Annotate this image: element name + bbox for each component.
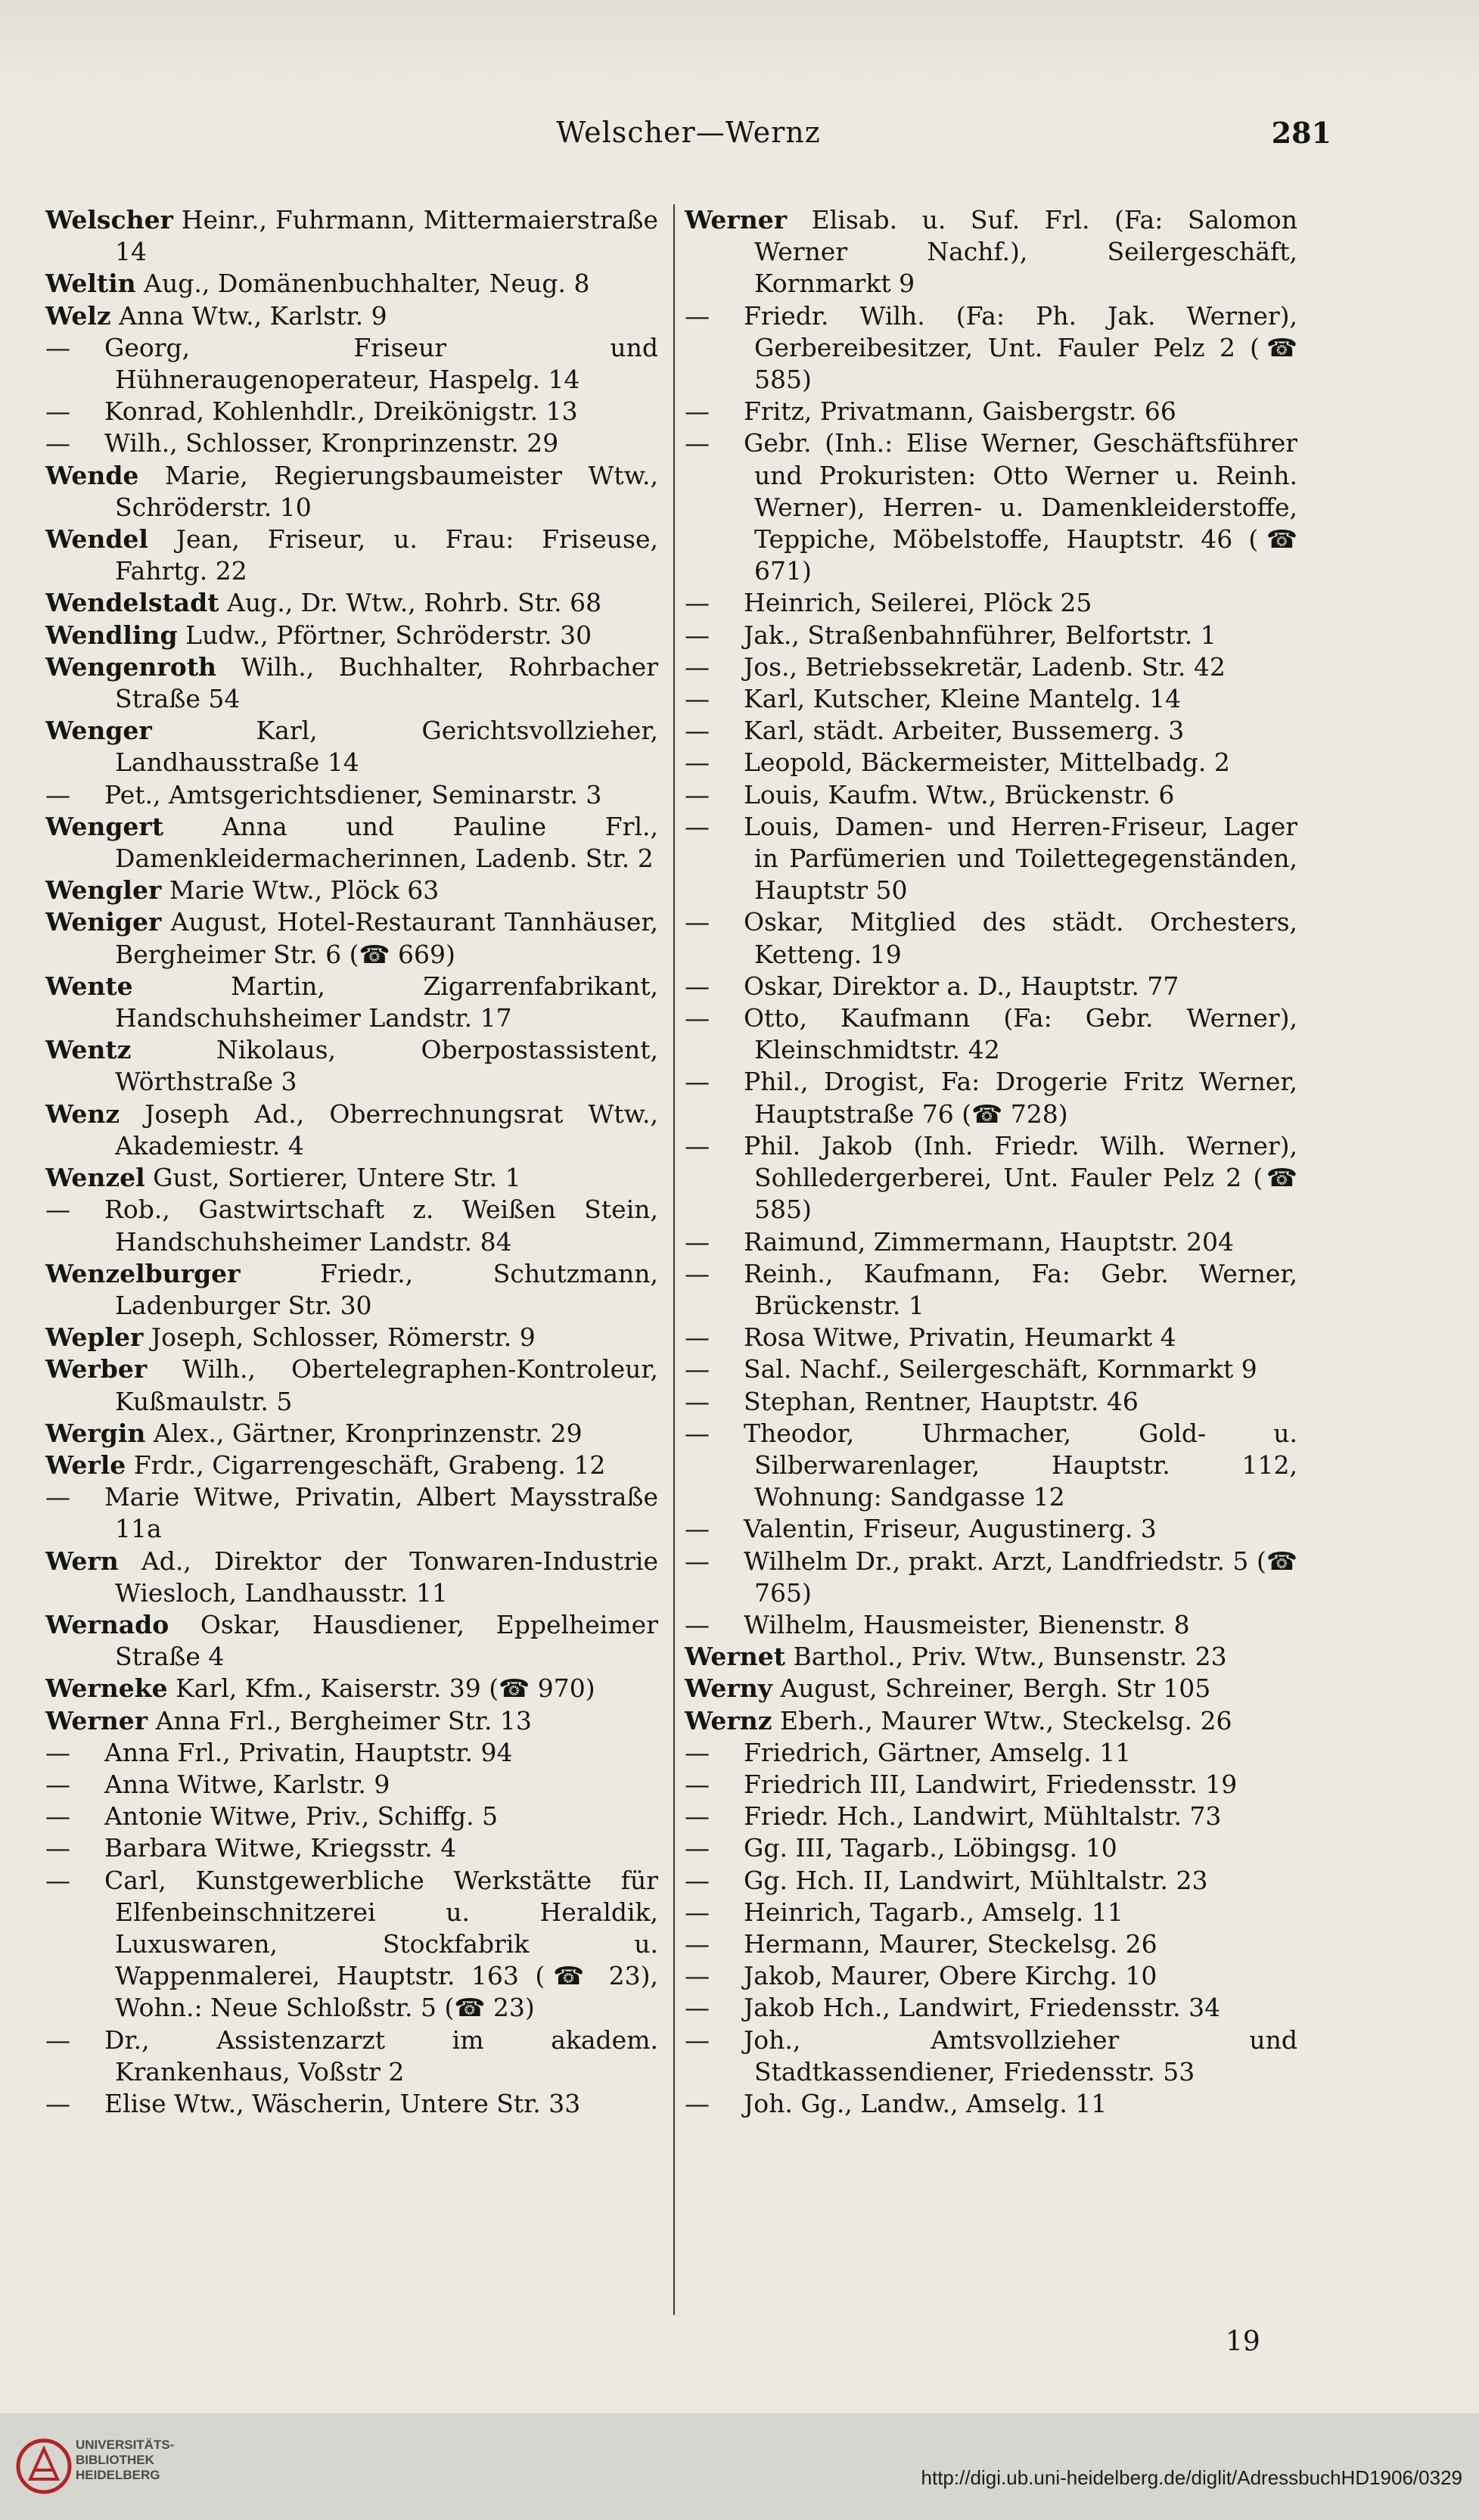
entry-text: Friedrich III, Landwirt, Friedensstr. 19 bbox=[744, 1769, 1238, 1799]
library-line: BIBLIOTHEK bbox=[76, 2453, 154, 2467]
entry-text: Joseph Ad., Oberrechnungsrat Wtw., Akademiestr. 4 bbox=[115, 1098, 658, 1161]
directory-entry bbox=[45, 1737, 658, 1769]
entry-text: Valentin, Friseur, Augustinerg. 3 bbox=[744, 1514, 1157, 1544]
entry-text: Rosa Witwe, Privatin, Heumarkt 4 bbox=[744, 1322, 1176, 1353]
entry-text: Ad., Direktor der Tonwaren-Industrie Wiesloch, Landhausstr. 11 bbox=[115, 1546, 658, 1608]
directory-entry bbox=[685, 1705, 1297, 1737]
directory-entry bbox=[45, 971, 658, 1034]
library-name bbox=[76, 2438, 174, 2483]
directory-entry bbox=[685, 651, 1297, 683]
repeat-dash: — bbox=[45, 1195, 70, 1225]
entry-surname: Wernz bbox=[685, 1705, 772, 1735]
directory-entry bbox=[45, 620, 658, 651]
entry-surname: Wende bbox=[45, 460, 139, 490]
directory-entry bbox=[45, 2088, 658, 2120]
repeat-dash: — bbox=[45, 1865, 70, 1895]
repeat-dash: — bbox=[685, 1322, 710, 1353]
directory-entry bbox=[45, 300, 658, 332]
directory-entry bbox=[685, 300, 1297, 396]
entry-text: Joh., Amtsvollzieher und Stadtkassendiener, Friedensstr. 53 bbox=[744, 2024, 1297, 2087]
repeat-dash: — bbox=[685, 651, 710, 682]
entry-text: Gebr. (Inh.: Elise Werner, Geschäftsführer und Prokuristen: Otto Werner u. Reinh. Werner), Herren- u. Damenkleiderstoffe, Teppiche, Möbelstoffe, Hauptstr. 46 (☎ 671) bbox=[744, 428, 1297, 586]
directory-entry bbox=[685, 1066, 1297, 1129]
directory-entry bbox=[45, 1194, 658, 1257]
repeat-dash: — bbox=[45, 1737, 70, 1767]
repeat-dash: — bbox=[685, 716, 710, 746]
directory-entry bbox=[685, 1992, 1297, 2024]
repeat-dash: — bbox=[685, 1354, 710, 1384]
right-column bbox=[685, 204, 1297, 2120]
directory-entry bbox=[45, 1162, 658, 1194]
entry-surname: Werny bbox=[685, 1673, 772, 1704]
entry-surname: Wenz bbox=[45, 1098, 120, 1129]
entry-surname: Wepler bbox=[45, 1322, 144, 1353]
repeat-dash: — bbox=[685, 1769, 710, 1799]
entry-text: Rob., Gastwirtschaft z. Weißen Stein, Handschuhsheimer Landstr. 84 bbox=[104, 1195, 658, 1257]
directory-entry bbox=[45, 396, 658, 427]
page-header bbox=[45, 110, 1331, 155]
repeat-dash: — bbox=[685, 1833, 710, 1863]
entry-text: Frdr., Cigarrengeschäft, Grabeng. 12 bbox=[126, 1450, 606, 1480]
entry-text: Anna Frl., Privatin, Hauptstr. 94 bbox=[104, 1737, 513, 1767]
entry-text: Phil. Jakob (Inh. Friedr. Wilh. Werner), Sohlledergerberei, Unt. Fauler Pelz 2 (☎ 585) bbox=[744, 1130, 1297, 1225]
directory-entry bbox=[45, 1258, 658, 1322]
entry-text: Friedr., Schutzmann, Ladenburger Str. 30 bbox=[115, 1258, 658, 1320]
entry-text: Otto, Kaufmann (Fa: Gebr. Werner), Kleinschmidtstr. 42 bbox=[744, 1003, 1297, 1065]
signature-mark: 19 bbox=[1226, 2326, 1260, 2357]
left-column bbox=[45, 204, 658, 2120]
entry-surname: Welscher bbox=[45, 205, 173, 235]
library-line: UNIVERSITÄTS- bbox=[76, 2438, 175, 2452]
entry-surname: Wenzel bbox=[45, 1163, 145, 1193]
entry-surname: Werneke bbox=[45, 1673, 168, 1704]
repeat-dash: — bbox=[685, 1897, 710, 1927]
entry-text: Heinrich, Seilerei, Plöck 25 bbox=[744, 588, 1092, 618]
entry-text: Sal. Nachf., Seilergeschäft, Kornmarkt 9 bbox=[744, 1354, 1257, 1384]
repeat-dash: — bbox=[685, 1514, 710, 1544]
entry-surname: Weltin bbox=[45, 269, 136, 299]
directory-entry bbox=[45, 332, 658, 396]
directory-entry bbox=[685, 683, 1297, 715]
entry-text: Wilhelm, Hausmeister, Bienenstr. 8 bbox=[744, 1609, 1190, 1639]
directory-entry bbox=[45, 204, 658, 268]
directory-entry bbox=[685, 747, 1297, 778]
entry-surname: Wenzelburger bbox=[45, 1258, 241, 1288]
directory-entry bbox=[685, 1386, 1297, 1418]
directory-entry bbox=[45, 1418, 658, 1450]
directory-entry bbox=[45, 460, 658, 524]
entry-text: Wilhelm Dr., prakt. Arzt, Landfriedstr. 5 (☎ 765) bbox=[744, 1546, 1297, 1608]
directory-entry bbox=[45, 1098, 658, 1162]
directory-entry bbox=[685, 1353, 1297, 1385]
entry-surname: Wendling bbox=[45, 620, 178, 650]
entry-text: Anna Frl., Bergheimer Str. 13 bbox=[148, 1705, 532, 1735]
entry-text: Louis, Kaufm. Wtw., Brückenstr. 6 bbox=[744, 779, 1175, 809]
directory-entry bbox=[685, 2088, 1297, 2120]
directory-entry bbox=[45, 1673, 658, 1704]
directory-entry bbox=[685, 1928, 1297, 1960]
entry-text: Elisab. u. Suf. Frl. (Fa: Salomon Werner Nachf.), Seilergeschäft, Kornmarkt 9 bbox=[754, 205, 1297, 299]
directory-entry bbox=[45, 1832, 658, 1864]
repeat-dash: — bbox=[45, 1482, 70, 1512]
directory-entry bbox=[685, 204, 1297, 300]
repeat-dash: — bbox=[685, 779, 710, 809]
directory-entry bbox=[45, 715, 658, 778]
repeat-dash: — bbox=[685, 1418, 710, 1448]
entry-text: Konrad, Kohlenhdlr., Dreikönigstr. 13 bbox=[104, 396, 578, 427]
entry-text: Fritz, Privatmann, Gaisbergstr. 66 bbox=[744, 396, 1176, 427]
entry-text: Marie Wtw., Plöck 63 bbox=[161, 875, 440, 906]
entry-text: Louis, Damen- und Herren-Friseur, Lager in Parfümerien und Toilettegegenständen, Hauptstr 50 bbox=[744, 811, 1297, 906]
entry-text: Stephan, Rentner, Hauptstr. 46 bbox=[744, 1386, 1139, 1416]
entry-surname: Werle bbox=[45, 1450, 126, 1480]
repeat-dash: — bbox=[685, 811, 710, 841]
repeat-dash: — bbox=[685, 1386, 710, 1416]
entry-text: Wilh., Obertelegraphen-Kontroleur, Kußmaulstr. 5 bbox=[115, 1354, 658, 1416]
entry-surname: Werber bbox=[45, 1354, 148, 1384]
repeat-dash: — bbox=[685, 1865, 710, 1895]
entry-text: Wilh., Buchhalter, Rohrbacher Straße 54 bbox=[115, 651, 658, 714]
directory-entry bbox=[45, 524, 658, 587]
directory-entry bbox=[45, 1609, 658, 1673]
directory-entry bbox=[45, 1801, 658, 1832]
directory-entry bbox=[685, 811, 1297, 907]
directory-entry bbox=[45, 1481, 658, 1545]
entry-text: Wilh., Schlosser, Kronprinzenstr. 29 bbox=[104, 428, 559, 458]
entry-text: Carl, Kunstgewerbliche Werkstätte für Elfenbeinschnitzerei u. Heraldik, Luxuswaren, Stockfabrik u. Wappenmalerei, Hauptstr. 163 (☎ 23), Wohn.: Neue Schloßstr. 5 (☎ 23) bbox=[104, 1865, 658, 2023]
entry-text: Alex., Gärtner, Kronprinzenstr. 29 bbox=[145, 1418, 583, 1448]
entry-surname: Wern bbox=[45, 1546, 119, 1576]
entry-surname: Werner bbox=[685, 205, 788, 235]
directory-entry bbox=[685, 396, 1297, 427]
repeat-dash: — bbox=[45, 332, 70, 362]
directory-entry bbox=[685, 1322, 1297, 1353]
directory-entry bbox=[45, 2024, 658, 2088]
entry-surname: Welz bbox=[45, 300, 111, 331]
repeat-dash: — bbox=[45, 1801, 70, 1832]
repeat-dash: — bbox=[685, 1993, 710, 2023]
repeat-dash: — bbox=[45, 779, 70, 809]
entry-surname: Weniger bbox=[45, 907, 162, 937]
directory-entry bbox=[685, 1418, 1297, 1514]
entry-text: Martin, Zigarrenfabrikant, Handschuhsheimer Landstr. 17 bbox=[115, 971, 658, 1033]
entry-text: Joseph, Schlosser, Römerstr. 9 bbox=[143, 1322, 536, 1353]
repeat-dash: — bbox=[685, 428, 710, 458]
entry-surname: Wergin bbox=[45, 1418, 146, 1448]
entry-text: Phil., Drogist, Fa: Drogerie Fritz Werner, Hauptstraße 76 (☎ 728) bbox=[744, 1067, 1297, 1129]
directory-entry bbox=[45, 1034, 658, 1098]
entry-text: Anna Witwe, Karlstr. 9 bbox=[104, 1769, 390, 1799]
entry-text: Gg. Hch. II, Landwirt, Mühltalstr. 23 bbox=[744, 1865, 1208, 1895]
directory-entry bbox=[685, 1897, 1297, 1928]
entry-surname: Wentz bbox=[45, 1035, 132, 1065]
entry-text: Elise Wtw., Wäscherin, Untere Str. 33 bbox=[104, 2088, 581, 2118]
entry-text: August, Schreiner, Bergh. Str 105 bbox=[772, 1673, 1211, 1704]
entry-text: Karl, städt. Arbeiter, Bussemerg. 3 bbox=[744, 716, 1185, 746]
repeat-dash: — bbox=[45, 1833, 70, 1863]
entry-text: Marie Witwe, Privatin, Albert Maysstraße 11a bbox=[104, 1482, 658, 1544]
repeat-dash: — bbox=[685, 2088, 710, 2118]
entry-surname: Wernado bbox=[45, 1609, 169, 1639]
directory-entry bbox=[45, 587, 658, 619]
entry-surname: Werner bbox=[45, 1705, 148, 1735]
entry-text: Pet., Amtsgerichtsdiener, Seminarstr. 3 bbox=[104, 779, 602, 809]
directory-entry bbox=[685, 1609, 1297, 1641]
directory-entry bbox=[45, 875, 658, 906]
repeat-dash: — bbox=[45, 396, 70, 427]
repeat-dash: — bbox=[685, 684, 710, 714]
entry-surname: Wendelstadt bbox=[45, 588, 219, 618]
directory-entry bbox=[685, 1801, 1297, 1832]
entry-text: Karl, Kutscher, Kleine Mantelg. 14 bbox=[744, 684, 1182, 714]
entry-text: Leopold, Bäckermeister, Mittelbadg. 2 bbox=[744, 747, 1230, 778]
directory-entry bbox=[685, 715, 1297, 747]
repeat-dash: — bbox=[685, 1801, 710, 1832]
directory-entry bbox=[45, 906, 658, 970]
entry-text: Jakob Hch., Landwirt, Friedensstr. 34 bbox=[744, 1993, 1221, 2023]
repeat-dash: — bbox=[685, 907, 710, 937]
repeat-dash: — bbox=[685, 396, 710, 427]
entry-text: Theodor, Uhrmacher, Gold- u. Silberwarenlager, Hauptstr. 112, Wohnung: Sandgasse 12 bbox=[744, 1418, 1297, 1512]
repeat-dash: — bbox=[685, 1067, 710, 1097]
directory-entry bbox=[45, 1705, 658, 1737]
entry-text: Anna und Pauline Frl., Damenkleidermacherinnen, Ladenb. Str. 2 bbox=[115, 811, 658, 874]
entry-text: Friedrich, Gärtner, Amselg. 11 bbox=[744, 1737, 1132, 1767]
entry-text: Georg, Friseur und Hühneraugenoperateur, Haspelg. 14 bbox=[104, 332, 658, 395]
entry-text: Reinh., Kaufmann, Fa: Gebr. Werner, Brückenstr. 1 bbox=[744, 1258, 1297, 1320]
entry-surname: Wernet bbox=[685, 1642, 785, 1672]
entry-text: Barbara Witwe, Kriegsstr. 4 bbox=[104, 1833, 457, 1863]
repeat-dash: — bbox=[685, 1003, 710, 1033]
entry-surname: Wente bbox=[45, 971, 133, 1001]
entry-text: Gg. III, Tagarb., Löbingsg. 10 bbox=[744, 1833, 1117, 1863]
entry-text: Joh. Gg., Landw., Amselg. 11 bbox=[744, 2088, 1108, 2118]
repeat-dash: — bbox=[45, 2088, 70, 2118]
entry-text: Friedr. Wilh. (Fa: Ph. Jak. Werner), Gerbereibesitzer, Unt. Fauler Pelz 2 (☎ 585) bbox=[744, 300, 1297, 395]
directory-entry bbox=[685, 620, 1297, 651]
directory-entry bbox=[685, 1226, 1297, 1258]
directory-entry bbox=[45, 779, 658, 811]
directory-entry bbox=[685, 427, 1297, 587]
directory-entry bbox=[685, 1130, 1297, 1226]
directory-entry bbox=[685, 906, 1297, 970]
entry-text: Jos., Betriebssekretär, Ladenb. Str. 42 bbox=[744, 651, 1226, 682]
directory-entry bbox=[685, 1865, 1297, 1897]
entry-text: Hermann, Maurer, Steckelsg. 26 bbox=[744, 1928, 1157, 1959]
entry-text: Gust, Sortierer, Untere Str. 1 bbox=[144, 1163, 521, 1193]
repeat-dash: — bbox=[685, 747, 710, 778]
directory-entry bbox=[685, 1546, 1297, 1609]
directory-entry bbox=[685, 1769, 1297, 1801]
entry-text: Eberh., Maurer Wtw., Steckelsg. 26 bbox=[772, 1705, 1232, 1735]
repeat-dash: — bbox=[685, 1130, 710, 1161]
entry-text: Karl, Kfm., Kaiserstr. 39 (☎ 970) bbox=[167, 1673, 595, 1704]
repeat-dash: — bbox=[685, 1961, 710, 1991]
directory-entry bbox=[685, 1002, 1297, 1066]
entry-text: Jakob, Maurer, Obere Kirchg. 10 bbox=[744, 1961, 1157, 1991]
directory-entry bbox=[45, 1546, 658, 1609]
seal-icon bbox=[14, 2432, 74, 2500]
scan-edge-noise bbox=[0, 0, 1479, 91]
entry-surname: Wenger bbox=[45, 716, 152, 746]
entry-surname: Wengler bbox=[45, 875, 162, 906]
directory-entry bbox=[685, 587, 1297, 619]
repeat-dash: — bbox=[45, 1769, 70, 1799]
entry-surname: Wengenroth bbox=[45, 651, 217, 682]
entry-text: Aug., Dr. Wtw., Rohrb. Str. 68 bbox=[219, 588, 602, 618]
entry-surname: Wengert bbox=[45, 811, 164, 841]
directory-entry bbox=[685, 779, 1297, 811]
directory-entry bbox=[45, 1322, 658, 1353]
directory-entry bbox=[685, 2024, 1297, 2088]
repeat-dash: — bbox=[685, 300, 710, 331]
entry-surname: Wendel bbox=[45, 524, 148, 555]
repeat-dash: — bbox=[685, 1609, 710, 1639]
repeat-dash: — bbox=[685, 1928, 710, 1959]
entry-text: Oskar, Direktor a. D., Hauptstr. 77 bbox=[744, 971, 1179, 1001]
directory-entry bbox=[45, 1353, 658, 1417]
repeat-dash: — bbox=[45, 2024, 70, 2055]
library-line: HEIDELBERG bbox=[76, 2468, 160, 2482]
directory-entry bbox=[45, 811, 658, 875]
repeat-dash: — bbox=[685, 1737, 710, 1767]
entry-text: Antonie Witwe, Priv., Schiffg. 5 bbox=[104, 1801, 499, 1832]
entry-text: Nikolaus, Oberpostassistent, Wörthstraße 3 bbox=[115, 1035, 658, 1097]
entry-text: Marie, Regierungsbaumeister Wtw., Schröderstr. 10 bbox=[115, 460, 658, 522]
entry-text: Jean, Friseur, u. Frau: Friseuse, Fahrtg. 22 bbox=[115, 524, 658, 586]
entry-text: Heinr., Fuhrmann, Mittermaierstraße 14 bbox=[115, 205, 658, 267]
directory-entry bbox=[685, 971, 1297, 1002]
repeat-dash: — bbox=[685, 971, 710, 1001]
entry-text: August, Hotel-Restaurant Tannhäuser, Bergheimer Str. 6 (☎ 669) bbox=[115, 907, 658, 969]
directory-entry bbox=[685, 1513, 1297, 1545]
directory-entry bbox=[685, 1737, 1297, 1769]
directory-entry bbox=[45, 1769, 658, 1801]
repeat-dash: — bbox=[685, 1258, 710, 1288]
column-divider bbox=[673, 204, 675, 2315]
directory-entry bbox=[45, 1450, 658, 1481]
entry-text: Raimund, Zimmermann, Hauptstr. 204 bbox=[744, 1226, 1234, 1257]
entry-text: Jak., Straßenbahnführer, Belfortstr. 1 bbox=[744, 620, 1216, 650]
entry-text: Karl, Gerichtsvollzieher, Landhausstraße 14 bbox=[115, 716, 658, 778]
entry-text: Oskar, Mitglied des städt. Orchesters, Ketteng. 19 bbox=[744, 907, 1297, 969]
directory-entry bbox=[685, 1258, 1297, 1322]
entry-text: Anna Wtw., Karlstr. 9 bbox=[110, 300, 387, 331]
running-head: Welscher—Wernz bbox=[556, 116, 821, 149]
entry-text: Heinrich, Tagarb., Amselg. 11 bbox=[744, 1897, 1123, 1927]
entry-text: Friedr. Hch., Landwirt, Mühltalstr. 73 bbox=[744, 1801, 1222, 1832]
repeat-dash: — bbox=[685, 1546, 710, 1576]
directory-entry bbox=[685, 1960, 1297, 1992]
directory-entry bbox=[685, 1832, 1297, 1864]
repeat-dash: — bbox=[685, 620, 710, 650]
directory-entry bbox=[45, 651, 658, 715]
directory-entry bbox=[45, 268, 658, 300]
repeat-dash: — bbox=[685, 588, 710, 618]
repeat-dash: — bbox=[45, 428, 70, 458]
source-url-link[interactable]: http://digi.ub.uni-heidelberg.de/diglit/AdressbuchHD1906/0329 bbox=[921, 2466, 1462, 2489]
directory-entry bbox=[45, 1865, 658, 2024]
repeat-dash: — bbox=[685, 2024, 710, 2055]
entry-text: Barthol., Priv. Wtw., Bunsenstr. 23 bbox=[785, 1642, 1227, 1672]
page-number: 281 bbox=[1271, 116, 1331, 150]
directory-entry bbox=[685, 1641, 1297, 1673]
directory-entry bbox=[685, 1673, 1297, 1704]
directory-entry bbox=[45, 427, 658, 459]
entry-text: Oskar, Hausdiener, Eppelheimer Straße 4 bbox=[115, 1609, 658, 1672]
repeat-dash: — bbox=[685, 1226, 710, 1257]
entry-text: Ludw., Pförtner, Schröderstr. 30 bbox=[177, 620, 592, 650]
entry-text: Aug., Domänenbuchhalter, Neug. 8 bbox=[135, 269, 590, 299]
entry-text: Dr., Assistenzarzt im akadem. Krankenhaus, Voßstr 2 bbox=[104, 2024, 658, 2087]
